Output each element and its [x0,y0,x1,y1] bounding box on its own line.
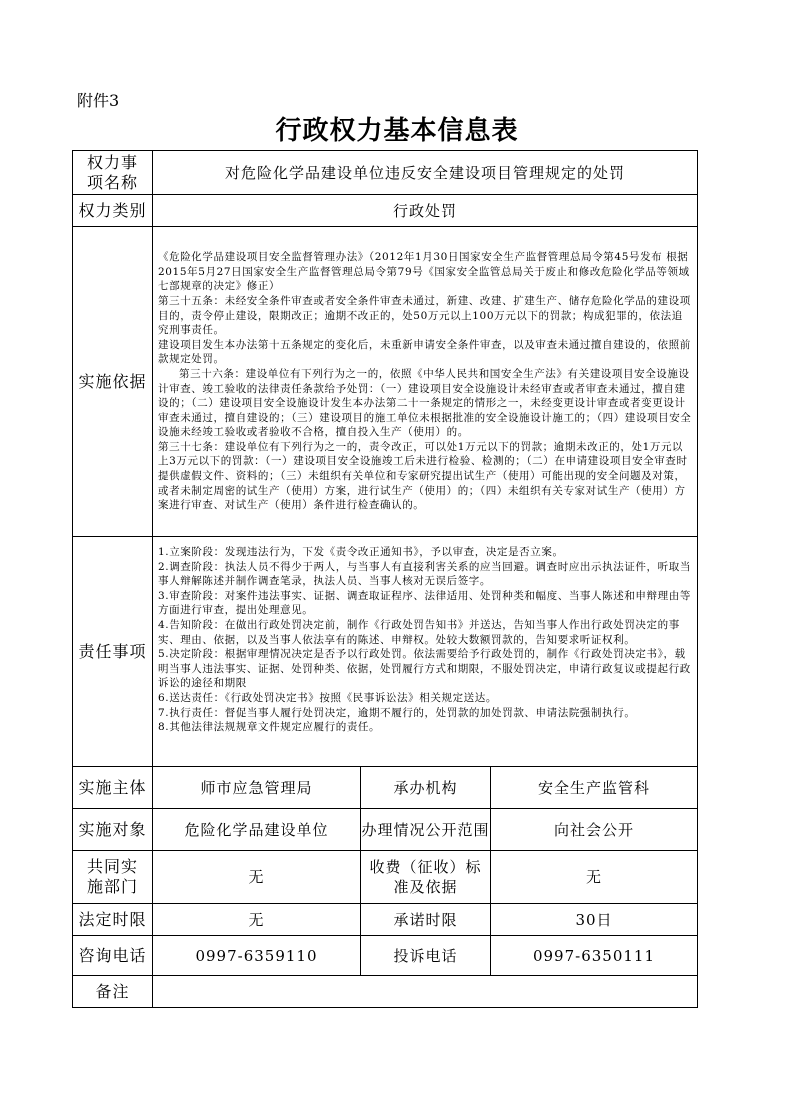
row-basis [73,227,698,537]
label-joint: 共同实施部门 [73,851,153,904]
responsibility-item: 1.立案阶段：发现违法行为，下发《责令改正通知书》，予以审查，决定是否立案。 [158,546,564,558]
value-category: 行政处罚 [153,195,698,227]
label-agency: 承办机构 [361,767,491,809]
attachment-label: 附件3 [77,91,120,110]
row-responsibility [73,537,698,767]
label-basis: 实施依据 [73,227,153,537]
label-object: 实施对象 [73,809,153,851]
value-legal-time: 无 [153,904,361,936]
row-joint [73,851,698,904]
label-promise-time: 承诺时限 [361,904,491,936]
basis-paragraph: 第三十六条：建设单位有下列行为之一的，依照《中华人民共和国安全生产法》有关建设项目安全设施设计审查、竣工验收的法律责任条款给予处罚：（一）建设项目安全设施设计未经审查或者审查未通过，擅自建设的；（二）建设项目安全设施设计发生本办法第二十一条规定的情形之一，未经变更设计审查或者变更设计审查未通过，擅自建设的；（三）建设项目的施工单位未根据批准的安全设施设计施工的；（四）建设项目安全设施未经竣工验收或者验收不合格，擅自投入生产（使用）的。 [158,367,692,439]
label-responsibility: 责任事项 [73,537,153,767]
row-phone [73,936,698,976]
responsibility-item: 3.审查阶段：对案件违法事实、证据、调查取证程序、法律适用、处罚种类和幅度、当事人陈述和申辩理由等方面进行审查，提出处理意见。 [158,589,691,617]
basis-paragraph: 第三十七条：建设单位有下列行为之一的，责令改正，可以处1万元以下的罚款；逾期未改正的，处1万元以上3万元以下的罚款：（一）建设项目安全设施竣工后未进行检验、检测的；（二）在申请建设项目安全审查时提供虚假文件、资料的；（三）未组织有关单位和专家研究提出试生产（使用）可能出现的安全问题及对策，或者未制定周密的试生产（使用）方案，进行试生产（使用）的；（四）未组织有关专家对试生产（使用）方案进行审查、对试生产（使用）条件进行检查确认的。 [158,440,688,512]
responsibility-item: 2.调查阶段：执法人员不得少于两人，与当事人有直接利害关系的应当回避。调查时应出示执法证件，听取当事人辩解陈述并制作调查笔录，执法人员、当事人核对无误后签字。 [158,560,691,588]
value-object: 危险化学品建设单位 [153,809,361,851]
label-name: 权力事项名称 [73,151,153,195]
value-fee: 无 [491,851,698,904]
responsibility-item: 8.其他法律法规规章文件规定应履行的责任。 [158,721,381,734]
value-consult-phone: 0997-6359110 [153,936,361,976]
value-name: 对危险化学品建设单位违反安全建设项目管理规定的处罚 [153,151,698,195]
label-disclosure: 办理情况公开范围 [361,809,491,851]
basis-paragraph: 《危险化学品建设项目安全监督管理办法》（2012年1月30日国家安全生产监督管理总局令第45号发布 根据2015年5月27日国家安全生产监督管理总局令第79号《国家安全监管总局关于废止和修改危险化学品等领域七部规章的决定》修正） [158,251,690,293]
label-legal-time: 法定时限 [73,904,153,936]
value-basis [153,227,698,537]
info-table [72,150,698,1008]
basis-paragraph: 第三十五条：未经安全条件审查或者安全条件审查未通过，新建、改建、扩建生产、储存危险化学品的建设项目的，责令停止建设，限期改正；逾期不改正的，处50万元以上100万元以下的罚款；构成犯罪的，依法追究刑事责任。 [158,294,691,337]
value-agency: 安全生产监管科 [491,767,698,809]
value-complaint-phone: 0997-6350111 [491,936,698,976]
value-remark [153,976,698,1008]
responsibility-item: 5.决定阶段：根据审理情况决定是否予以行政处罚。依法需要给予行政处罚的，制作《行政处罚决定书》，载明当事人违法事实、证据、处罚种类、依据，处罚履行方式和期限，不服处罚决定，申请行政复议或提起行政诉讼的途径和期限 [158,648,691,690]
value-disclosure: 向社会公开 [491,809,698,851]
label-category: 权力类别 [73,195,153,227]
label-remark: 备注 [73,976,153,1008]
value-promise-time: 30日 [491,904,698,936]
responsibility-item: 6.送达责任：《行政处罚决定书》按照《民事诉讼法》相关规定送达。 [158,691,497,704]
responsibility-item: 7.执行责任：督促当事人履行处罚决定，逾期不履行的，处罚款的加处罚款、申请法院强制执行。 [158,706,636,719]
label-fee: 收费（征收）标准及依据 [361,851,491,904]
value-responsibility [153,537,698,767]
row-time [73,904,698,936]
row-category [73,195,698,227]
label-complaint-phone: 投诉电话 [361,936,491,976]
document-title: 行政权力基本信息表 [275,116,519,146]
row-object [73,809,698,851]
row-name [73,151,698,195]
value-joint: 无 [153,851,361,904]
responsibility-item: 4.告知阶段：在做出行政处罚决定前，制作《行政处罚告知书》并送达，告知当事人作出行政处罚决定的事实、理由、依据，以及当事人依法享有的陈述、申辩权。处较大数额罚款的，告知要求听证权利。 [158,618,680,646]
value-subject: 师市应急管理局 [153,767,361,809]
row-remark [73,976,698,1008]
label-consult-phone: 咨询电话 [73,936,153,976]
row-subject [73,767,698,809]
basis-paragraph: 建设项目发生本办法第十五条规定的变化后，未重新申请安全条件审查，以及审查未通过擅自建设的，依照前款规定处罚。 [158,338,691,366]
label-subject: 实施主体 [73,767,153,809]
